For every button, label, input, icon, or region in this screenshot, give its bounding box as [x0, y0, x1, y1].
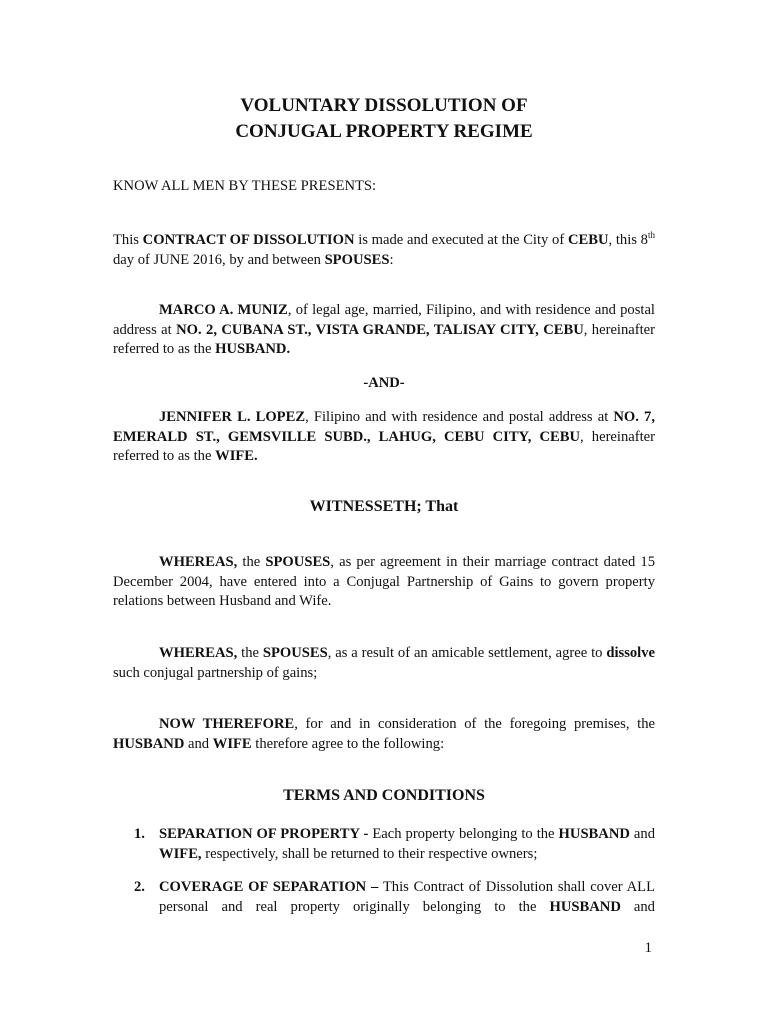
list-item-text	[159, 878, 655, 917]
intro-bold: CEBU	[567, 232, 609, 248]
husband-text: , hereinafter referred to as the	[113, 321, 655, 357]
witnesseth-heading: WITNESSETH; That	[309, 498, 459, 515]
term-text: Each property belonging to the	[368, 826, 559, 842]
husband-name: MARCO A. MUNIZ	[159, 302, 288, 318]
wife-text: , Filipino and with residence and postal address at	[305, 409, 614, 425]
term-bold: HUSBAND	[549, 898, 621, 915]
now-therefore-text: and	[184, 735, 213, 752]
husband-paragraph	[113, 301, 655, 360]
now-therefore-label: NOW THEREFORE	[159, 716, 295, 732]
intro-text: day of JUNE 2016, by and between	[113, 251, 325, 268]
whereas-text: the	[237, 554, 266, 570]
whereas-bold: dissolve	[606, 645, 655, 661]
intro-bold: CONTRACT OF DISSOLUTION	[142, 232, 355, 248]
opening-line: KNOW ALL MEN BY THESE PRESENTS:	[113, 178, 377, 194]
term-text: and	[620, 898, 655, 915]
wife-name: JENNIFER L. LOPEZ	[159, 409, 306, 425]
term-bold: WIFE,	[159, 845, 202, 862]
whereas-paragraph-2	[113, 644, 655, 683]
husband-address: NO. 2, CUBANA ST., VISTA GRANDE, TALISAY CITY, CEBU	[176, 321, 584, 338]
intro-text: , this 8	[608, 232, 648, 248]
intro-text: is made and executed at the City of	[354, 232, 568, 248]
terms-heading: TERMS AND CONDITIONS	[283, 787, 485, 804]
term-bold: HUSBAND	[558, 826, 630, 842]
whereas-label: WHEREAS,	[159, 554, 238, 570]
intro-text: :	[389, 251, 394, 268]
ordinal-suffix: th	[647, 230, 655, 241]
whereas-paragraph-1	[113, 553, 655, 612]
wife-address: NO. 7, EMERALD ST., GEMSVILLE SUBD., LAHUG, CEBU CITY, CEBU	[113, 409, 655, 445]
title-line-1: VOLUNTARY DISSOLUTION OF	[240, 95, 528, 116]
term-text: This Contract of Dissolution shall cover ALL personal and real property originally belonging to the	[159, 879, 655, 915]
now-therefore-text: , for and in consideration of the foregoing premises, the	[294, 716, 655, 732]
whereas-bold: SPOUSES	[262, 645, 328, 661]
wife-paragraph	[113, 408, 655, 467]
now-therefore-paragraph	[113, 715, 655, 754]
term-text: and	[629, 826, 655, 842]
whereas-text: such conjugal partnership of gains;	[113, 664, 318, 681]
term-text: respectively, shall be returned to their respective owners;	[201, 845, 538, 862]
whereas-label: WHEREAS,	[159, 645, 238, 661]
intro-text: This	[113, 232, 143, 248]
and-separator: -AND-	[363, 375, 405, 391]
title-line-2: CONJUGAL PROPERTY REGIME	[235, 121, 533, 142]
whereas-text: , as a result of an amicable settlement, agree to	[327, 645, 607, 661]
page-number: 1	[644, 940, 652, 956]
document-title	[0, 93, 768, 145]
now-therefore-bold: WIFE	[212, 735, 252, 752]
husband-text: , of legal age, married, Filipino, and with residence and postal address at	[113, 302, 655, 338]
intro-bold: SPOUSES	[324, 251, 390, 268]
term-title: SEPARATION OF PROPERTY -	[159, 826, 369, 842]
list-number: 2.	[134, 879, 145, 895]
now-therefore-text: therefore agree to the following:	[251, 735, 445, 752]
whereas-bold: SPOUSES	[265, 554, 331, 570]
term-title: COVERAGE OF SEPARATION –	[159, 879, 379, 895]
list-number: 1.	[134, 826, 145, 842]
wife-role: WIFE.	[215, 448, 258, 464]
intro-paragraph	[113, 231, 655, 270]
husband-role: HUSBAND.	[215, 341, 291, 357]
wife-text: , hereinafter referred to as the	[113, 428, 655, 464]
now-therefore-bold: HUSBAND	[113, 735, 185, 752]
whereas-text: the	[237, 645, 263, 661]
whereas-text: , as per agreement in their marriage contract dated 15 December 2004, have entered into a Conjugal Partnership of Gains to govern property relations between Husband and Wife.	[113, 554, 655, 609]
list-item-text	[159, 825, 655, 864]
